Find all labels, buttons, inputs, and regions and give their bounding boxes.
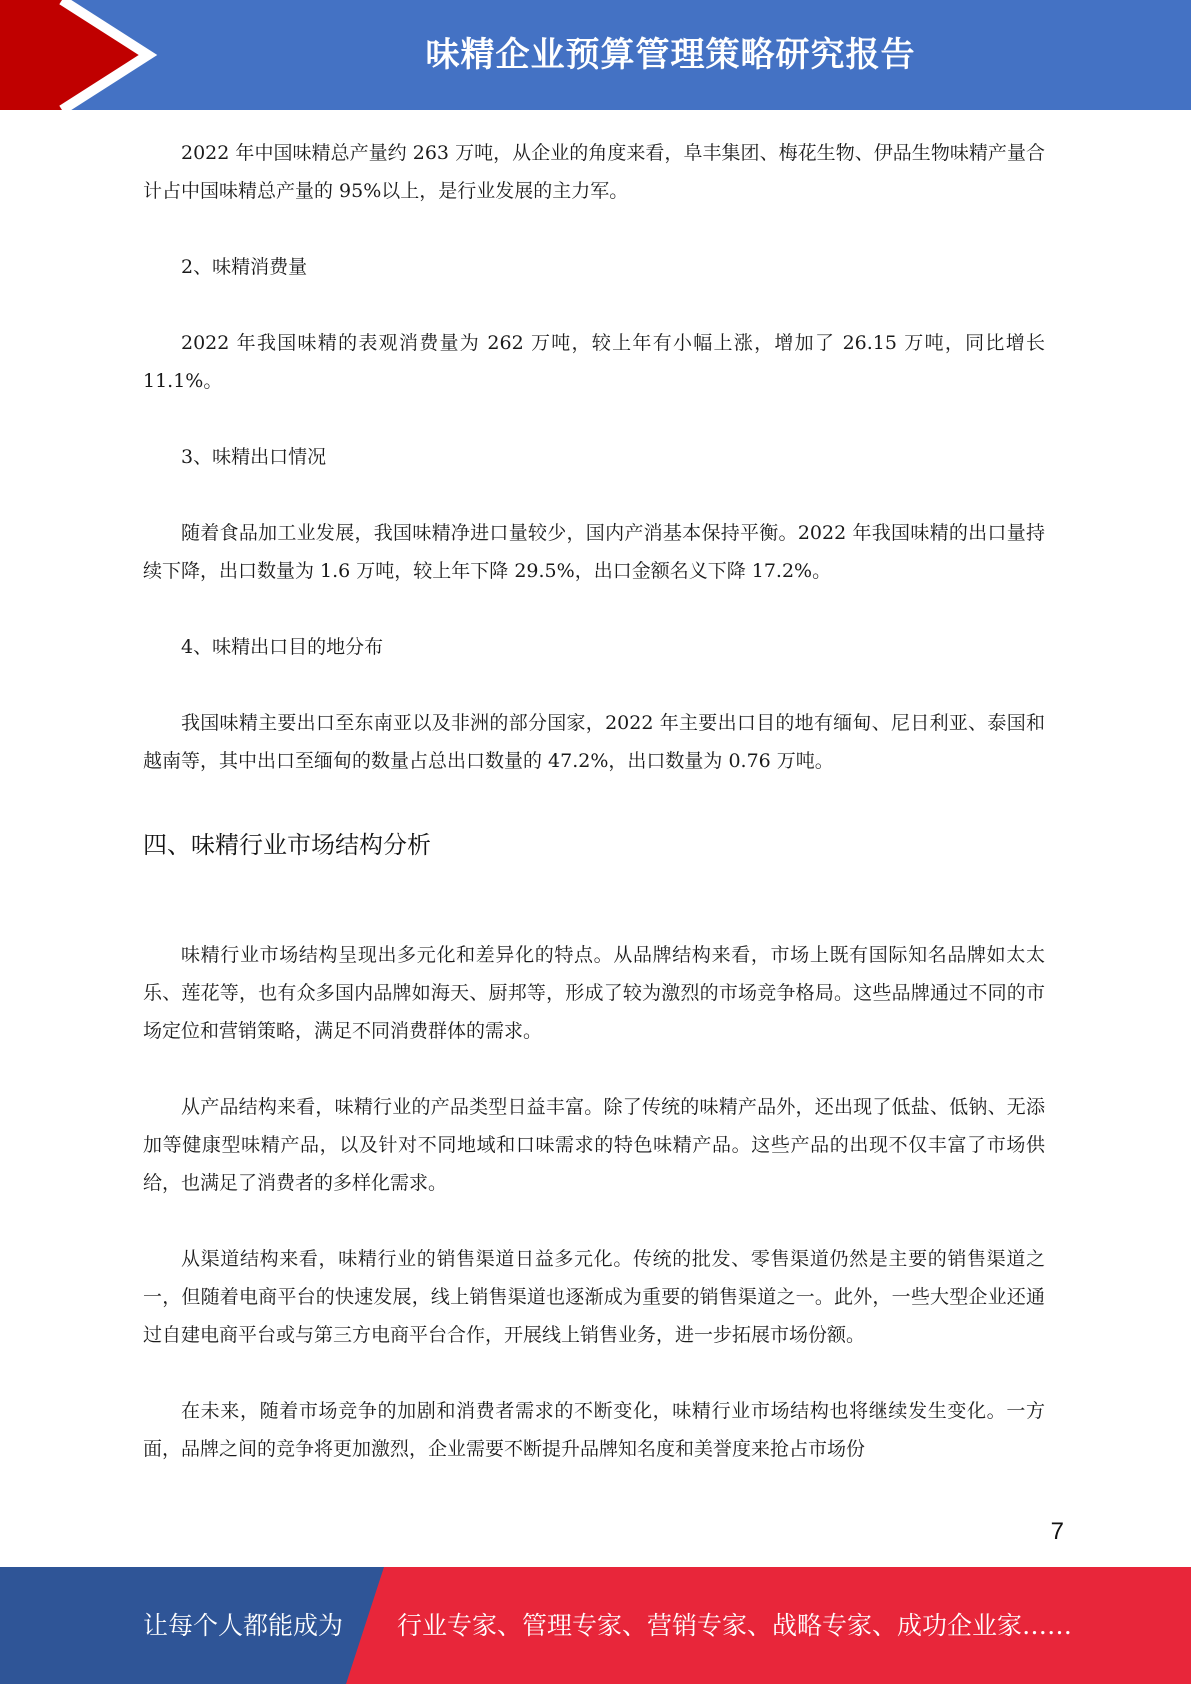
paragraph-future-outlook: 在未来，随着市场竞争的加剧和消费者需求的不断变化，味精行业市场结构也将继续发生变化。一方面，品牌之间的竞争将更加激烈，企业需要不断提升品牌知名度和美誉度来抢占市场份 xyxy=(143,1400,1045,1460)
document-title: 味精企业预算管理策略研究报告 xyxy=(425,35,916,75)
section-title: 四、味精行业市场结构分析 xyxy=(143,831,431,859)
page-number: 7 xyxy=(1050,1518,1064,1545)
page-content xyxy=(143,134,1045,1468)
subheading-export: 3、味精出口情况 xyxy=(181,446,327,468)
footer-band xyxy=(0,1567,1191,1684)
paragraph-export: 随着食品加工业发展，我国味精净进口量较少，国内产消基本保持平衡。2022 年我国味精的出口量持续下降，出口数量为 1.6 万吨，较上年下降 29.5%，出口金额名义下降 17.2%。 xyxy=(143,522,1045,582)
subheading-destination: 4、味精出口目的地分布 xyxy=(181,636,384,658)
paragraph-production: 2022 年中国味精总产量约 263 万吨，从企业的角度来看，阜丰集团、梅花生物、伊品生物味精产量合计占中国味精总产量的 95%以上，是行业发展的主力军。 xyxy=(143,142,1045,202)
footer-slogan-left: 让每个人都能成为 xyxy=(143,1611,344,1640)
paragraph-consumption: 2022 年我国味精的表观消费量为 262 万吨，较上年有小幅上涨，增加了 26.15 万吨，同比增长 11.1%。 xyxy=(143,332,1045,392)
paragraph-destination: 我国味精主要出口至东南亚以及非洲的部分国家，2022 年主要出口目的地有缅甸、尼日利亚、泰国和越南等，其中出口至缅甸的数量占总出口数量的 47.2%，出口数量为 0.76 万吨。 xyxy=(143,712,1045,772)
footer-slogan-right: 行业专家、管理专家、营销专家、战略专家、成功企业家…… xyxy=(397,1611,1073,1640)
header-band xyxy=(0,0,1191,110)
subheading-consumption: 2、味精消费量 xyxy=(181,256,308,278)
paragraph-product-structure: 从产品结构来看，味精行业的产品类型日益丰富。除了传统的味精产品外，还出现了低盐、低钠、无添加等健康型味精产品，以及针对不同地域和口味需求的特色味精产品。这些产品的出现不仅丰富了市场供给，也满足了消费者的多样化需求。 xyxy=(143,1096,1045,1194)
paragraph-channel-structure: 从渠道结构来看，味精行业的销售渠道日益多元化。传统的批发、零售渠道仍然是主要的销售渠道之一，但随着电商平台的快速发展，线上销售渠道也逐渐成为重要的销售渠道之一。此外，一些大型企业还通过自建电商平台或与第三方电商平台合作，开展线上销售业务，进一步拓展市场份额。 xyxy=(143,1248,1045,1346)
paragraph-brand-structure: 味精行业市场结构呈现出多元化和差异化的特点。从品牌结构来看，市场上既有国际知名品牌如太太乐、莲花等，也有众多国内品牌如海天、厨邦等，形成了较为激烈的市场竞争格局。这些品牌通过不同的市场定位和营销策略，满足不同消费群体的需求。 xyxy=(143,944,1045,1042)
